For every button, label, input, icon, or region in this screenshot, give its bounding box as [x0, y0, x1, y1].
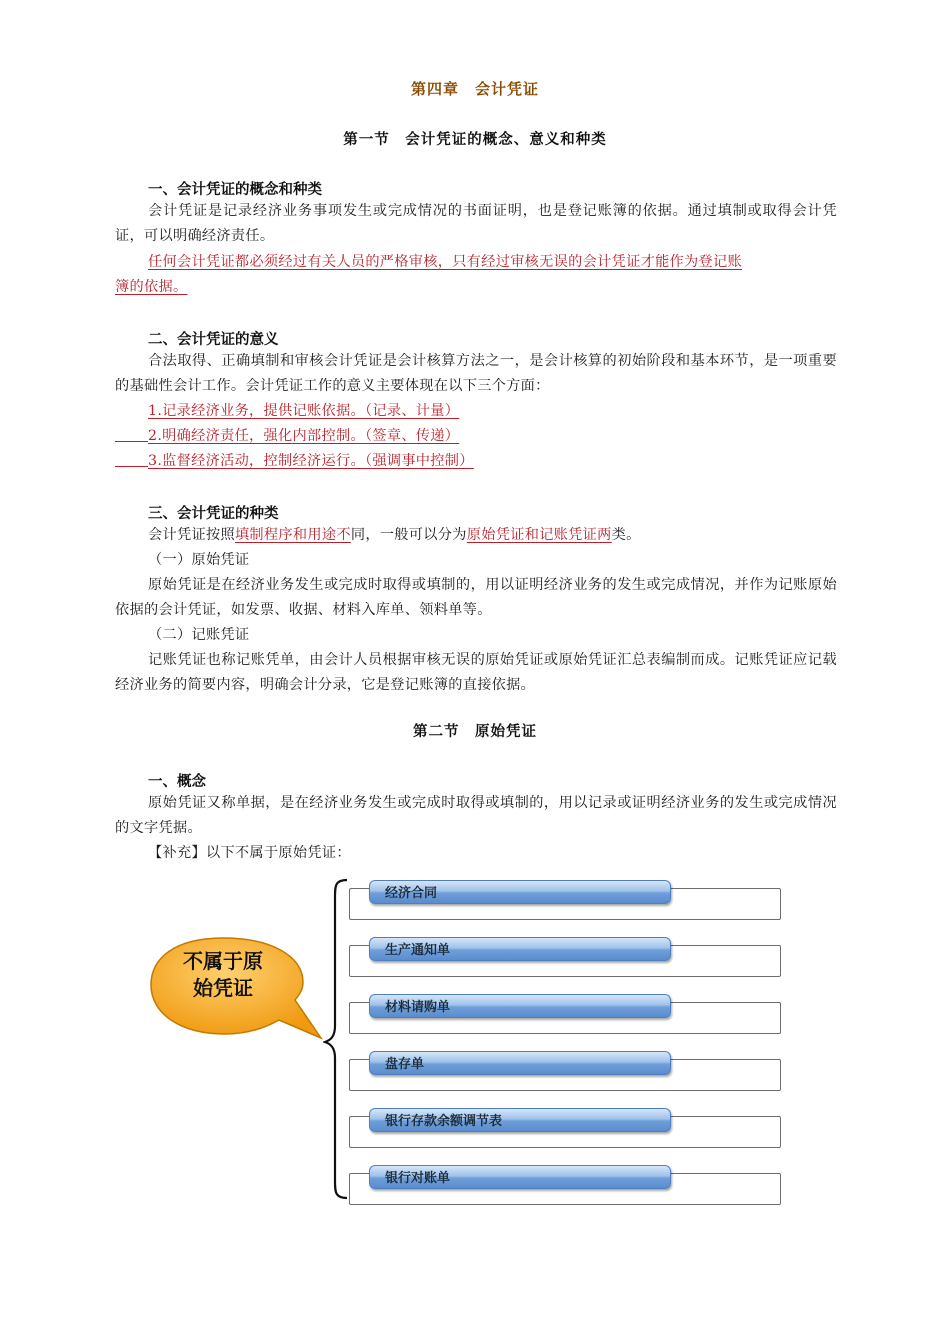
supplement-note: 【补充】以下不属于原始凭证： — [148, 845, 351, 861]
item-label: 银行存款余额调节表 — [385, 1114, 503, 1129]
intro-highlight-types: 原始凭证和记账凭证两 — [466, 527, 612, 543]
intro-text-e: 类。 — [611, 527, 641, 543]
significance-item-3 — [115, 449, 474, 474]
significance-item-2-text: 2.明确经济责任，强化内部控制。（签章、传递） — [148, 428, 460, 444]
item-label: 材料请购单 — [385, 1000, 451, 1015]
diagram-item — [349, 994, 781, 1024]
significance-item-1 — [148, 399, 459, 424]
section1-part2-paragraph: 合法取得、正确填制和审核会计凭证是会计核算方法之一，是会计核算的初始阶段和基本环节，是一项重要的基础性会计工作。会计凭证工作的意义主要体现在以下三个方面： — [115, 353, 837, 394]
diagram-item — [349, 880, 781, 910]
bubble-label-line-1: 不属于原 — [183, 949, 263, 973]
significance-item-3-text: 3.监督经济活动，控制经济运行。（强调事中控制） — [148, 453, 474, 469]
item-label: 盘存单 — [385, 1057, 425, 1072]
underline-lead — [115, 424, 148, 442]
diagram-item — [349, 1165, 781, 1195]
intro-text-c: 同，一般可以分为 — [350, 527, 467, 543]
subsection-bookkeeping-paragraph: 记账凭证也称记账凭单，由会计人员根据审核无误的原始凭证或原始凭证汇总表编制而成。记账凭证应记载经济业务的简要内容，明确会计分录，它是登记账簿的直接依据。 — [115, 652, 837, 693]
highlight-line-2 — [115, 275, 187, 300]
section1-part3-heading: 三、会计凭证的种类 — [148, 506, 279, 522]
section2-part1-paragraph: 原始凭证又称单据，是在经济业务发生或完成时取得或填制的，用以记录或证明经济业务的发生或完成情况的文字凭据。 — [115, 795, 837, 836]
diagram-item — [349, 1051, 781, 1081]
section1-part1-paragraph: 会计凭证是记录经济业务事项发生或完成情况的书面证明，也是登记账簿的依据。通过填制或取得会计凭证，可以明确经济责任。 — [115, 203, 837, 244]
section1-title: 第一节 会计凭证的概念、意义和种类 — [343, 132, 607, 148]
section2-title: 第二节 原始凭证 — [413, 724, 537, 740]
chapter-title: 第四章 会计凭证 — [410, 80, 539, 98]
item-label: 经济合同 — [385, 886, 438, 901]
diagram-item — [349, 1108, 781, 1138]
curly-brace — [323, 878, 349, 1200]
classification-intro — [148, 523, 641, 548]
subsection-bookkeeping-title: （二）记账凭证 — [148, 627, 250, 643]
highlight-text-1: 任何会计凭证都必须经过有关人员的严格审核，只有经过审核无误的会计凭证才能作为登记账 — [148, 254, 742, 270]
subsection-original-paragraph: 原始凭证是在经济业务发生或完成时取得或填制的，用以证明经济业务的发生或完成情况，并作为记账原始依据的会计凭证，如发票、收据、材料入库单、领料单等。 — [115, 577, 837, 618]
item-label: 生产通知单 — [385, 943, 451, 958]
bubble-label — [163, 948, 283, 1002]
intro-highlight-basis: 填制程序和用途不 — [234, 527, 351, 543]
highlight-line-1 — [148, 250, 742, 275]
bubble-label-line-2: 始凭证 — [193, 976, 253, 1000]
not-original-voucher-diagram — [145, 868, 795, 1208]
diagram-item — [349, 937, 781, 967]
intro-text-a: 会计凭证按照 — [148, 527, 235, 543]
item-label: 银行对账单 — [385, 1171, 451, 1186]
section2-part1-heading: 一、概念 — [148, 774, 206, 790]
highlight-text-2: 簿的依据。 — [115, 279, 188, 295]
significance-item-1-text: 1.记录经济业务，提供记账依据。（记录、计量） — [148, 403, 460, 419]
significance-item-2 — [115, 424, 459, 449]
underline-lead — [115, 449, 148, 467]
section1-part2-heading: 二、会计凭证的意义 — [148, 332, 279, 348]
subsection-original-title: （一）原始凭证 — [148, 552, 250, 568]
section1-part1-heading: 一、会计凭证的概念和种类 — [148, 182, 322, 198]
